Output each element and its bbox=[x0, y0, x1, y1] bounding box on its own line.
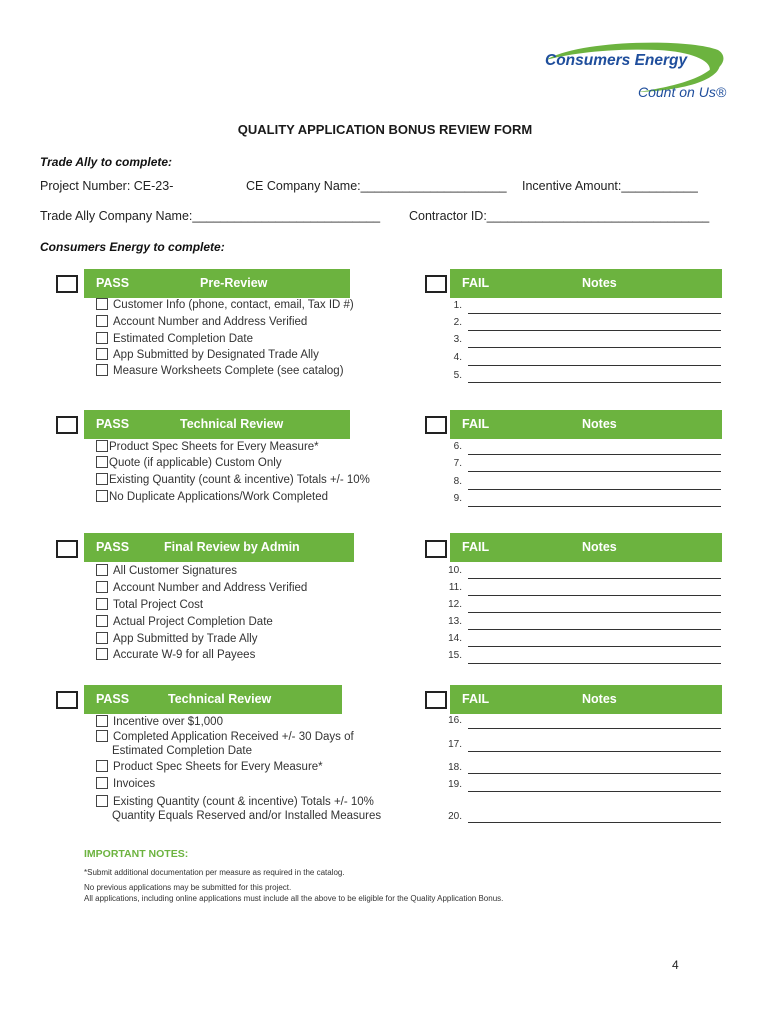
checkbox[interactable] bbox=[96, 332, 108, 344]
note-line[interactable] bbox=[468, 728, 721, 729]
pass-label: PASS bbox=[96, 417, 130, 431]
project-number-field[interactable]: Project Number: CE-23- bbox=[40, 179, 174, 193]
checkbox[interactable] bbox=[96, 715, 108, 727]
pass-header-technical-review bbox=[84, 410, 350, 439]
logo-name: Consumers Energy bbox=[545, 52, 688, 69]
note-number: 19. bbox=[448, 779, 462, 790]
checkbox[interactable] bbox=[96, 581, 108, 593]
checkbox[interactable] bbox=[96, 632, 108, 644]
fail-checkbox-technical-review[interactable] bbox=[425, 416, 447, 434]
note-number: 4. bbox=[453, 352, 462, 363]
fail-checkbox-technical-review-2[interactable] bbox=[425, 691, 447, 709]
form-title: QUALITY APPLICATION BONUS REVIEW FORM bbox=[237, 122, 533, 137]
note-line[interactable] bbox=[468, 751, 721, 752]
note-number: 2. bbox=[453, 317, 462, 328]
pass-checkbox-final-review[interactable] bbox=[56, 540, 78, 558]
note-line[interactable] bbox=[468, 330, 721, 331]
pass-checkbox-technical-review-2[interactable] bbox=[56, 691, 78, 709]
fail-header-technical-review bbox=[450, 410, 722, 439]
trade-ally-heading: Trade Ally to complete: bbox=[40, 155, 173, 169]
note-number: 9. bbox=[453, 493, 462, 504]
checklist-item[interactable]: Existing Quantity (count & incentive) Totals +/- 10% bbox=[96, 794, 374, 810]
fail-header-technical-review-2 bbox=[450, 685, 722, 714]
note-number: 17. bbox=[448, 739, 462, 750]
note-number: 11. bbox=[448, 582, 462, 593]
checklist-item[interactable]: App Submitted by Trade Ally bbox=[96, 631, 257, 647]
checklist-item[interactable]: Existing Quantity (count & incentive) Totals +/- 10% bbox=[96, 472, 370, 488]
note-number: 5. bbox=[453, 370, 462, 381]
important-note-line: *Submit additional documentation per measure as required in the catalog. bbox=[84, 868, 345, 877]
note-line[interactable] bbox=[468, 612, 721, 613]
note-line[interactable] bbox=[468, 454, 721, 455]
note-line[interactable] bbox=[468, 791, 721, 792]
note-line[interactable] bbox=[468, 471, 721, 472]
checkbox[interactable] bbox=[96, 648, 108, 660]
note-number: 16. bbox=[448, 715, 462, 726]
note-number: 6. bbox=[453, 441, 462, 452]
section-title: Final Review by Admin bbox=[164, 540, 300, 554]
note-line[interactable] bbox=[468, 629, 721, 630]
checkbox[interactable] bbox=[96, 795, 108, 807]
checkbox[interactable] bbox=[96, 598, 108, 610]
checklist-item[interactable]: Accurate W-9 for all Payees bbox=[96, 647, 255, 663]
fail-label: FAIL bbox=[462, 692, 490, 706]
checklist-item[interactable]: All Customer Signatures bbox=[96, 563, 237, 579]
section-title: Pre-Review bbox=[200, 276, 268, 290]
trade-ally-company-field[interactable]: Trade Ally Company Name:___________________________ bbox=[40, 209, 381, 223]
note-line[interactable] bbox=[468, 646, 721, 647]
checkbox[interactable] bbox=[96, 298, 108, 310]
checkbox[interactable] bbox=[96, 315, 108, 327]
checklist-item[interactable]: Measure Worksheets Complete (see catalog) bbox=[96, 363, 344, 379]
note-line[interactable] bbox=[468, 773, 721, 774]
fail-header-pre-review bbox=[450, 269, 722, 298]
pass-header-technical-review-2 bbox=[84, 685, 342, 714]
checklist-item[interactable]: Incentive over $1,000 bbox=[96, 714, 223, 730]
checkbox[interactable] bbox=[96, 730, 108, 742]
note-line[interactable] bbox=[468, 822, 721, 823]
note-line[interactable] bbox=[468, 489, 721, 490]
fail-label: FAIL bbox=[462, 540, 490, 554]
checklist-item[interactable]: Invoices bbox=[96, 776, 155, 792]
pass-header-final-review bbox=[84, 533, 354, 562]
checklist-item[interactable]: App Submitted by Designated Trade Ally bbox=[96, 347, 319, 363]
pass-checkbox-pre-review[interactable] bbox=[56, 275, 78, 293]
note-line[interactable] bbox=[468, 595, 721, 596]
note-line[interactable] bbox=[468, 382, 721, 383]
checkbox[interactable] bbox=[96, 490, 108, 502]
checkbox[interactable] bbox=[96, 440, 108, 452]
notes-label: Notes bbox=[582, 692, 617, 706]
consumers-energy-heading: Consumers Energy to complete: bbox=[40, 240, 225, 254]
note-line[interactable] bbox=[468, 365, 721, 366]
checkbox[interactable] bbox=[96, 760, 108, 772]
note-number: 20. bbox=[448, 811, 462, 822]
note-number: 14. bbox=[448, 633, 462, 644]
checklist-item-continuation: Estimated Completion Date bbox=[112, 745, 252, 757]
note-number: 8. bbox=[453, 476, 462, 487]
notes-label: Notes bbox=[582, 276, 617, 290]
important-note-line: No previous applications may be submitted for this project. bbox=[84, 883, 292, 892]
note-number: 18. bbox=[448, 762, 462, 773]
checklist-item-continuation: Quantity Equals Reserved and/or Installed Measures bbox=[112, 810, 382, 822]
note-line[interactable] bbox=[468, 578, 721, 579]
checkbox[interactable] bbox=[96, 615, 108, 627]
note-number: 3. bbox=[453, 334, 462, 345]
checklist-item[interactable]: Account Number and Address Verified bbox=[96, 314, 307, 330]
note-number: 15. bbox=[448, 650, 462, 661]
checklist-item[interactable]: Estimated Completion Date bbox=[96, 331, 253, 347]
ce-company-name-field[interactable]: CE Company Name:_____________________ bbox=[246, 179, 507, 193]
checklist-item[interactable]: Actual Project Completion Date bbox=[96, 614, 273, 630]
note-number: 7. bbox=[453, 458, 462, 469]
note-number: 13. bbox=[448, 616, 462, 627]
important-note-line: All applications, including online applications must include all the above to be eligible for the Quality Application Bonus. bbox=[84, 894, 504, 903]
page-number: 4 bbox=[672, 958, 679, 972]
checkbox[interactable] bbox=[96, 564, 108, 576]
note-number: 1. bbox=[453, 300, 462, 311]
checkbox[interactable] bbox=[96, 348, 108, 360]
pass-label: PASS bbox=[96, 540, 130, 554]
fail-checkbox-pre-review[interactable] bbox=[425, 275, 447, 293]
note-line[interactable] bbox=[468, 506, 721, 507]
checklist-item[interactable]: Account Number and Address Verified bbox=[96, 580, 307, 596]
notes-label: Notes bbox=[582, 417, 617, 431]
checklist-item[interactable]: Completed Application Received +/- 30 Days of bbox=[96, 729, 354, 745]
checkbox[interactable] bbox=[96, 456, 108, 468]
section-title: Technical Review bbox=[180, 417, 284, 431]
logo-tagline: Count on Us® bbox=[638, 84, 727, 100]
pass-label: PASS bbox=[96, 692, 130, 706]
pass-label: PASS bbox=[96, 276, 130, 290]
checkbox[interactable] bbox=[96, 473, 108, 485]
pass-header-pre-review bbox=[84, 269, 350, 298]
fail-label: FAIL bbox=[462, 417, 490, 431]
note-line[interactable] bbox=[468, 347, 721, 348]
fail-checkbox-final-review[interactable] bbox=[425, 540, 447, 558]
checkbox[interactable] bbox=[96, 777, 108, 789]
pass-checkbox-technical-review[interactable] bbox=[56, 416, 78, 434]
checklist-item[interactable]: Total Project Cost bbox=[96, 597, 203, 613]
fail-label: FAIL bbox=[462, 276, 490, 290]
checklist-item[interactable]: Product Spec Sheets for Every Measure* bbox=[96, 759, 323, 775]
contractor-id-field[interactable]: Contractor ID:________________________________ bbox=[409, 209, 710, 223]
note-number: 10. bbox=[448, 565, 462, 576]
checklist-item[interactable]: No Duplicate Applications/Work Completed bbox=[96, 489, 328, 505]
checklist-item[interactable]: Customer Info (phone, contact, email, Tax ID #) bbox=[96, 297, 354, 313]
note-line[interactable] bbox=[468, 663, 721, 664]
checklist-item[interactable]: Product Spec Sheets for Every Measure* bbox=[96, 439, 319, 455]
important-notes-heading: IMPORTANT NOTES: bbox=[84, 848, 189, 860]
fail-header-final-review bbox=[450, 533, 722, 562]
checkbox[interactable] bbox=[96, 364, 108, 376]
section-title: Technical Review bbox=[168, 692, 272, 706]
checklist-item[interactable]: Quote (if applicable) Custom Only bbox=[96, 455, 282, 471]
note-number: 12. bbox=[448, 599, 462, 610]
note-line[interactable] bbox=[468, 313, 721, 314]
notes-label: Notes bbox=[582, 540, 617, 554]
incentive-amount-field[interactable]: Incentive Amount:___________ bbox=[522, 179, 698, 193]
